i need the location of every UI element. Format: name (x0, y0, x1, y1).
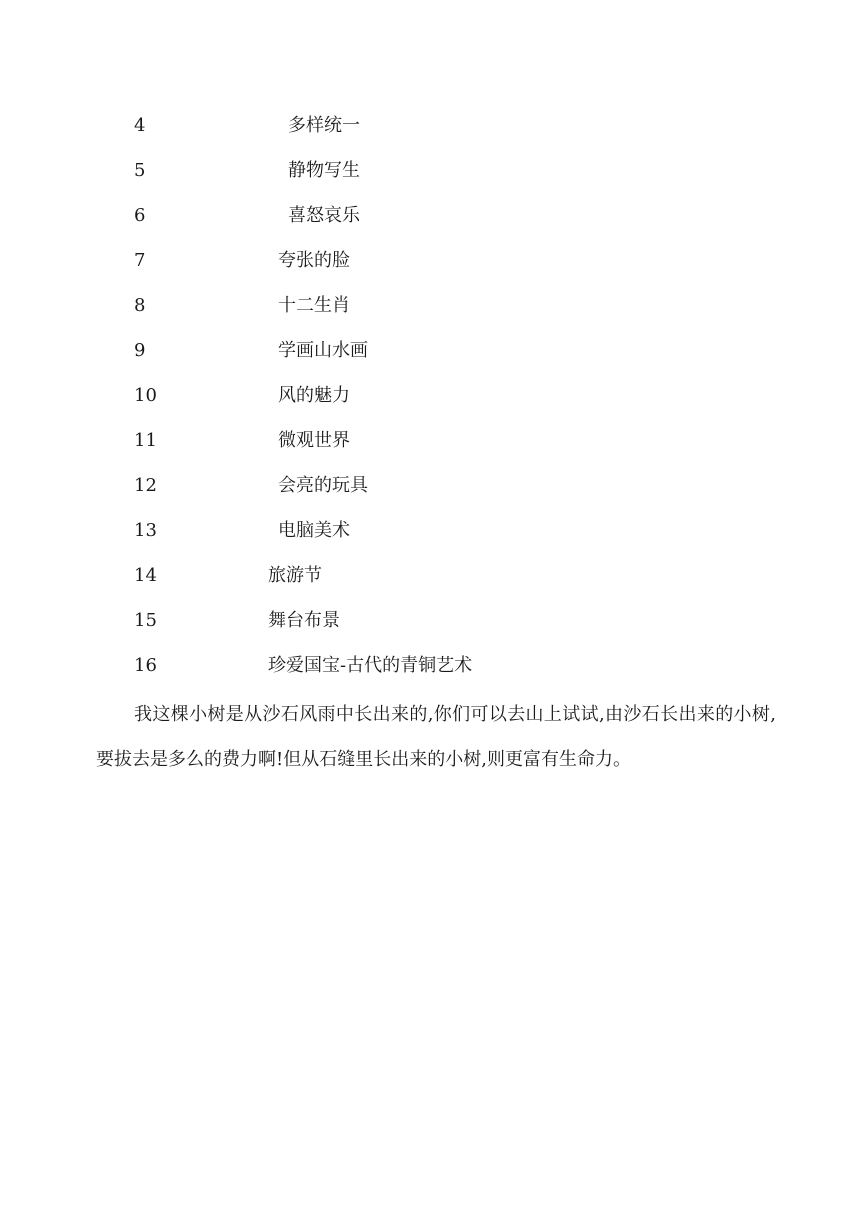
lesson-row (0, 248, 860, 274)
lesson-number: 5 (134, 160, 146, 181)
lesson-row (0, 293, 860, 319)
lesson-title: 静物写生 (288, 160, 360, 181)
lesson-row (0, 203, 860, 229)
lesson-title: 微观世界 (278, 430, 350, 451)
lesson-title: 会亮的玩具 (278, 475, 368, 496)
lesson-row (0, 158, 860, 184)
lesson-title: 舞台布景 (268, 610, 340, 631)
lesson-number: 12 (134, 475, 157, 496)
lesson-title: 夸张的脸 (278, 250, 350, 271)
lesson-number: 6 (134, 205, 146, 226)
lesson-number: 16 (134, 655, 157, 676)
lesson-number: 7 (134, 250, 146, 271)
lesson-title: 十二生肖 (278, 295, 350, 316)
lesson-row (0, 608, 860, 634)
lesson-title: 风的魅力 (278, 385, 350, 406)
lesson-row (0, 653, 860, 679)
lesson-title: 学画山水画 (278, 340, 368, 361)
lesson-row (0, 563, 860, 589)
lesson-row (0, 338, 860, 364)
lesson-number: 15 (134, 610, 157, 631)
lesson-number: 14 (134, 565, 157, 586)
lesson-number: 10 (134, 385, 157, 406)
lesson-row (0, 383, 860, 409)
lesson-number: 9 (134, 340, 146, 361)
lesson-number: 11 (134, 430, 157, 451)
lesson-title: 珍爱国宝-古代的青铜艺术 (268, 655, 473, 676)
lesson-number: 4 (134, 115, 146, 136)
lesson-row (0, 473, 860, 499)
lesson-row (0, 518, 860, 544)
lesson-number: 13 (134, 520, 157, 541)
lesson-title: 喜怒哀乐 (288, 205, 360, 226)
lesson-title: 多样统一 (288, 115, 360, 136)
lesson-number: 8 (134, 295, 146, 316)
lesson-row (0, 428, 860, 454)
lesson-title: 旅游节 (268, 565, 322, 586)
lesson-row (0, 113, 860, 139)
body-paragraph: 我这棵小树是从沙石风雨中长出来的,你们可以去山上试试,由沙石长出来的小树,要拔去是多么的费力啊!但从石缝里长出来的小树,则更富有生命力。 (96, 704, 776, 770)
lesson-title: 电脑美术 (278, 520, 350, 541)
